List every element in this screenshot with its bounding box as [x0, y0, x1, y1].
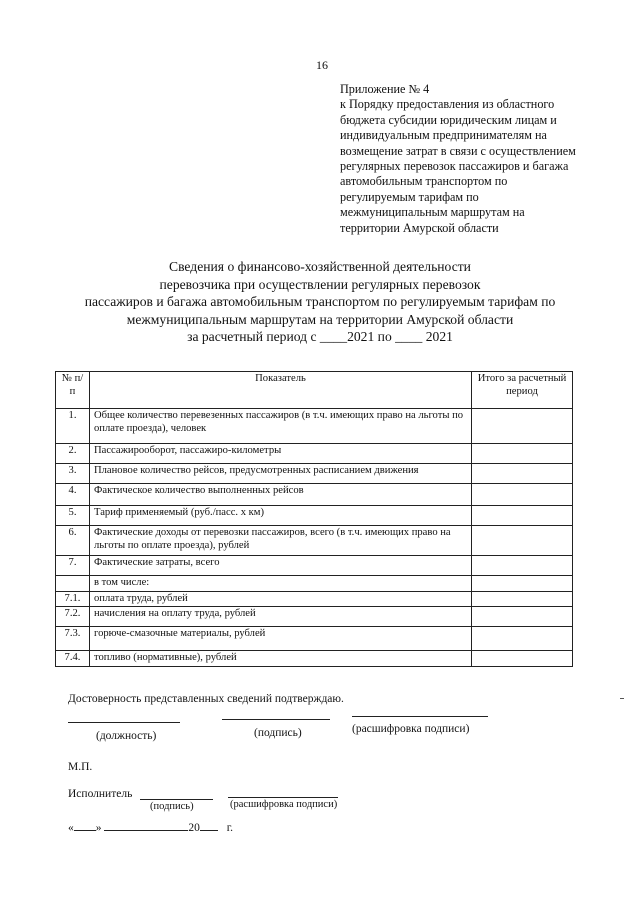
row-number: 6. [56, 526, 90, 556]
table-row [56, 506, 573, 526]
row-label: Фактическое количество выполненных рейсов [90, 484, 472, 506]
appendix-line: межмуниципальным маршрутам на [340, 205, 525, 220]
row-value-cell[interactable] [472, 607, 573, 627]
title-line: перевозчика при осуществлении регулярных перевозок [159, 276, 481, 292]
table-row [56, 576, 573, 592]
header-number: № п/п [56, 372, 90, 409]
title-line: Сведения о финансово-хозяйственной деятельности [169, 259, 471, 274]
month-field[interactable] [104, 820, 188, 831]
row-value-cell[interactable] [472, 444, 573, 464]
row-number: 1. [56, 409, 90, 444]
open-quote: « [68, 822, 74, 834]
table-header-row [56, 372, 573, 409]
row-number: 7.1. [56, 591, 90, 607]
row-number [56, 576, 90, 592]
executor-name-caption: (расшифровка подписи) [230, 799, 338, 810]
row-label: Плановое количество рейсов, предусмотренных расписанием движения [90, 464, 472, 484]
year-prefix: 20 [188, 822, 200, 834]
table-row [56, 591, 573, 607]
row-value-cell[interactable] [472, 576, 573, 592]
row-label: горюче-смазочные материалы, рублей [90, 627, 472, 651]
appendix-line: возмещение затрат в связи с осуществлением [340, 143, 576, 158]
signature-line[interactable] [222, 719, 330, 720]
signature-caption: (подпись) [254, 727, 302, 739]
row-value-cell[interactable] [472, 627, 573, 651]
appendix-line: Приложение № 4 [340, 82, 430, 96]
row-value-cell[interactable] [472, 409, 573, 444]
row-number: 7.4. [56, 651, 90, 667]
table-row [56, 484, 573, 506]
row-number: 7. [56, 556, 90, 576]
row-value-cell[interactable] [472, 526, 573, 556]
table-row [56, 607, 573, 627]
header-total: Итого за расчетный период [472, 372, 573, 409]
appendix-line: регулируемым тарифам по [340, 189, 479, 204]
report-table [55, 371, 573, 667]
table-row [56, 464, 573, 484]
row-label: Пассажирооборот, пассажиро-километры [90, 444, 472, 464]
row-value-cell[interactable] [472, 464, 573, 484]
name-decoding-caption: (расшифровка подписи) [352, 723, 470, 735]
year-field[interactable] [200, 820, 218, 831]
row-label: Тариф применяемый (руб./пасс. х км) [90, 506, 472, 526]
row-number: 7.3. [56, 627, 90, 651]
executor-name-line[interactable] [228, 797, 338, 798]
appendix-line: бюджета субсидии юридическим лицам и [340, 112, 557, 127]
row-number: 7.2. [56, 607, 90, 627]
appendix-line: регулярных перевозок пассажиров и багажа [340, 159, 569, 174]
row-label: Фактические доходы от перевозки пассажиров, всего (в т.ч. имеющих право на льготы по оплате проезда), рублей [90, 526, 472, 556]
year-suffix: г. [226, 822, 234, 834]
row-label: топливо (нормативные), рублей [90, 651, 472, 667]
table-row [56, 444, 573, 464]
row-label: оплата труда, рублей [90, 591, 472, 607]
close-quote: » [95, 822, 102, 834]
executor-signature-caption: (подпись) [150, 801, 194, 812]
executor-signature-line[interactable] [140, 799, 213, 800]
name-decoding-line[interactable] [352, 716, 488, 717]
row-number: 4. [56, 484, 90, 506]
row-value-cell[interactable] [472, 506, 573, 526]
appendix-line: автомобильным транспортом по [340, 174, 508, 189]
table-row [56, 556, 573, 576]
date-line [68, 820, 233, 834]
table-row [56, 409, 573, 444]
executor-label: Исполнитель [68, 788, 133, 800]
title-line: межмуниципальным маршрутам на территории Амурской области [126, 311, 514, 327]
header-indicator: Показатель [90, 372, 472, 409]
row-label: Фактические затраты, всего [90, 556, 472, 576]
title-line: за расчетный период с ____2021 по ____ 2021 [187, 329, 453, 345]
stamp-label: М.П. [68, 761, 93, 773]
appendix-line: индивидуальным предпринимателям на [340, 128, 547, 143]
row-label: Общее количество перевезенных пассажиров (в т.ч. имеющих право на льготы по оплате проезда), человек [90, 409, 472, 444]
row-label: начисления на оплату труда, рублей [90, 607, 472, 627]
position-signature-line[interactable] [68, 722, 180, 723]
row-number: 3. [56, 464, 90, 484]
row-number: 2. [56, 444, 90, 464]
page-number: 16 [316, 58, 328, 72]
document-title [60, 258, 580, 346]
row-number: 5. [56, 506, 90, 526]
row-value-cell[interactable] [472, 484, 573, 506]
appendix-line: территории Амурской области [340, 220, 499, 235]
table-row [56, 526, 573, 556]
row-value-cell[interactable] [472, 591, 573, 607]
appendix-line: к Порядку предоставления из областного [340, 97, 555, 112]
day-field[interactable] [74, 820, 96, 831]
row-label: в том числе: [90, 576, 472, 592]
confirmation-text: Достоверность представленных сведений подтверждаю. [68, 693, 344, 705]
title-line: пассажиров и багажа автомобильным транспортом по регулируемым тарифам по [84, 294, 556, 310]
position-caption: (должность) [96, 730, 157, 742]
table-row [56, 627, 573, 651]
row-value-cell[interactable] [472, 651, 573, 667]
table-row [56, 651, 573, 667]
row-value-cell[interactable] [472, 556, 573, 576]
appendix-block [340, 82, 630, 236]
margin-mark [620, 698, 624, 699]
